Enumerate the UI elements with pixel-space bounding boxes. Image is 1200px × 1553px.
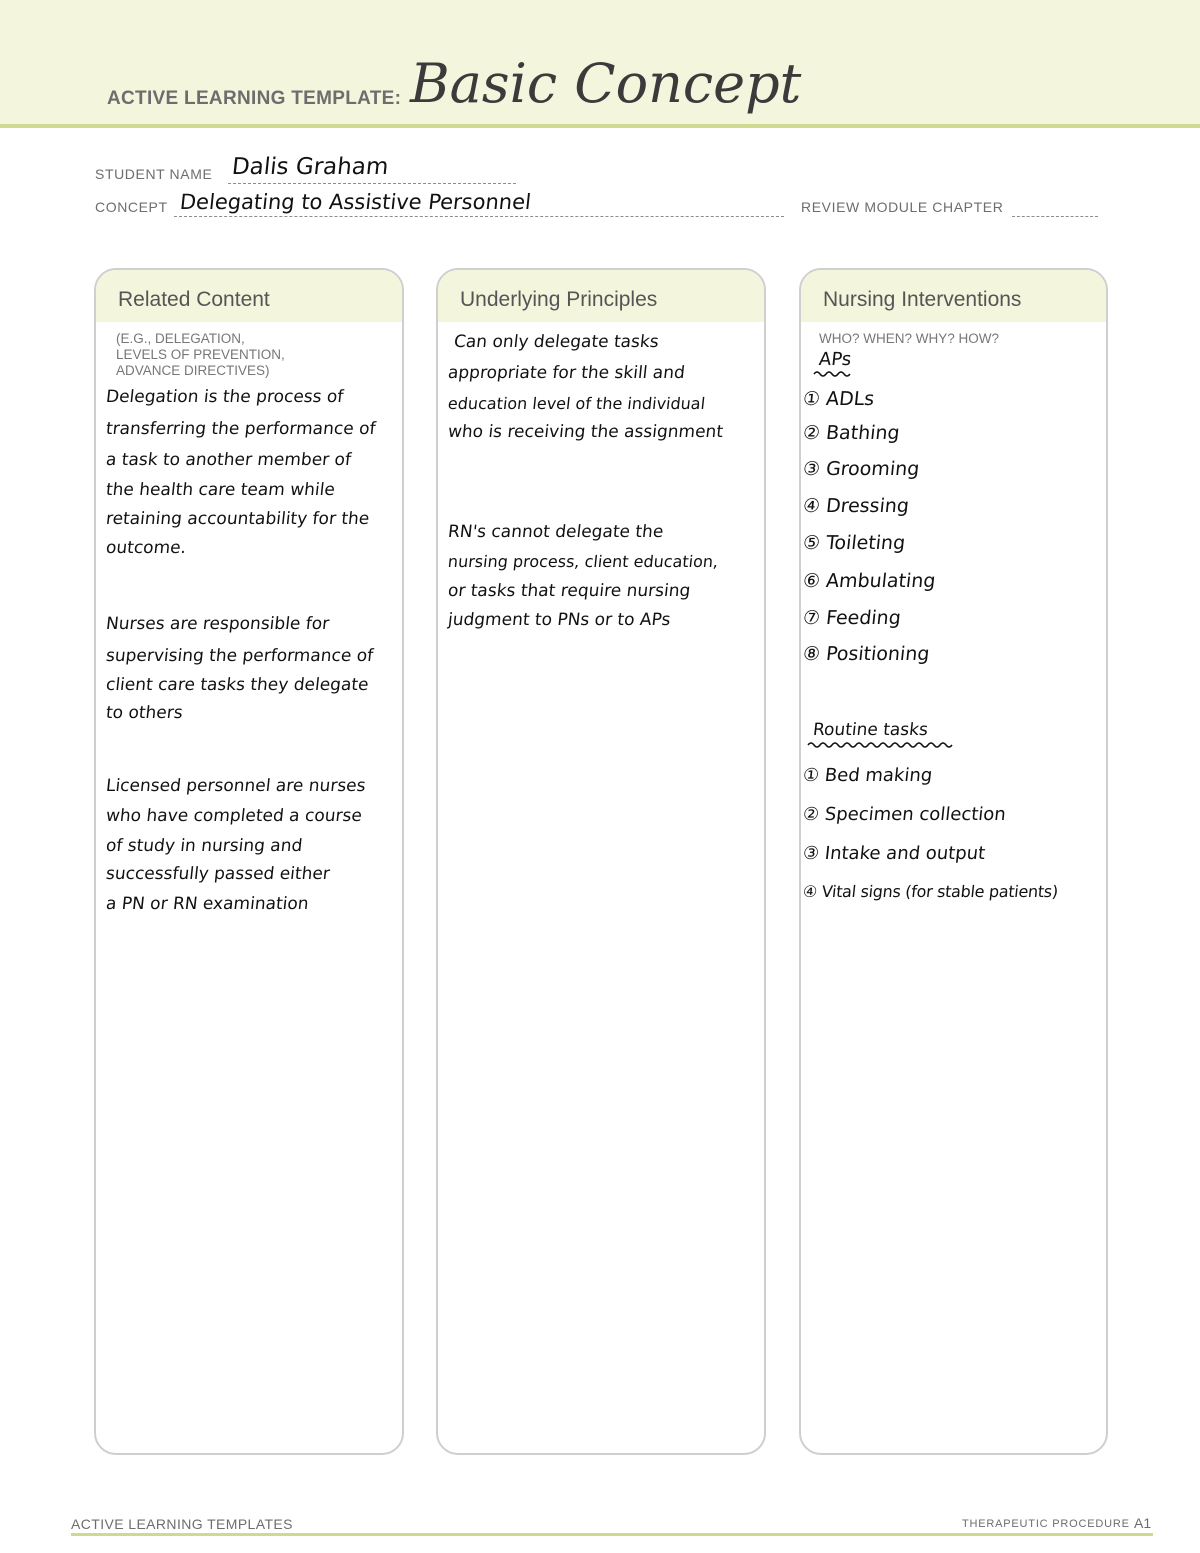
underlying-principles-title: Underlying Principles — [460, 288, 658, 311]
related-line: Delegation is the process of — [104, 387, 345, 407]
principles-line: nursing process, client education, — [447, 552, 720, 571]
subtitle-line: (E.G., DELEGATION, — [116, 331, 245, 346]
related-line: who have completed a course — [104, 806, 363, 826]
routine-underline — [807, 741, 957, 749]
aps-item: ④ Dressing — [801, 495, 911, 517]
aps-item: ③ Grooming — [801, 458, 921, 480]
related-line: supervising the performance of — [104, 646, 375, 666]
related-line: outcome. — [104, 538, 188, 558]
aps-item: ① ADLs — [801, 388, 876, 410]
related-line: successfully passed either — [104, 864, 331, 884]
footer-rule — [71, 1533, 1153, 1536]
subtitle-line: LEVELS OF PREVENTION, — [116, 347, 285, 362]
aps-item: ⑤ Toileting — [801, 532, 907, 554]
principles-line: RN's cannot delegate the — [446, 522, 665, 542]
principles-line: who is receiving the assignment — [446, 422, 725, 442]
related-line: Nurses are responsible for — [104, 614, 331, 634]
routine-item: ④ Vital signs (for stable patients) — [802, 882, 1059, 901]
routine-item: ① Bed making — [801, 765, 934, 786]
related-line: Licensed personnel are nurses — [104, 776, 367, 796]
related-content-subtitle — [116, 331, 285, 379]
routine-item: ② Specimen collection — [801, 804, 1007, 825]
template-title: Basic Concept — [410, 52, 802, 115]
review-module-line[interactable] — [1012, 216, 1098, 217]
nursing-interventions-panel — [799, 268, 1108, 1455]
principles-line: Can only delegate tasks — [452, 332, 660, 352]
related-line: the health care team while — [104, 480, 336, 500]
aps-item: ⑧ Positioning — [801, 643, 931, 665]
related-line: a task to another member of — [104, 450, 353, 470]
principles-line: education level of the individual — [447, 394, 707, 413]
aps-item: ② Bathing — [801, 422, 901, 444]
student-name-line — [228, 183, 516, 184]
subtitle-line: ADVANCE DIRECTIVES) — [116, 363, 270, 378]
related-line: a PN or RN examination — [104, 894, 310, 914]
template-label: ACTIVE LEARNING TEMPLATE: — [107, 88, 402, 109]
footer-right-label: THERAPEUTIC PROCEDURE — [962, 1518, 1130, 1530]
nursing-interventions-subtitle: WHO? WHEN? WHY? HOW? — [819, 331, 1000, 346]
principles-line: judgment to PNs or to APs — [446, 610, 672, 630]
footer-code: A1 — [1134, 1515, 1152, 1531]
related-line: client care tasks they delegate — [104, 675, 370, 695]
related-line: retaining accountability for the — [104, 509, 371, 529]
concept-line — [174, 216, 784, 217]
routine-item: ③ Intake and output — [801, 843, 987, 864]
concept-value[interactable]: Delegating to Assistive Personnel — [178, 190, 533, 214]
related-content-title: Related Content — [118, 288, 270, 311]
aps-item: ⑦ Feeding — [801, 607, 902, 629]
principles-line: or tasks that require nursing — [446, 581, 692, 601]
related-line: transferring the performance of — [104, 419, 377, 439]
aps-item: ⑥ Ambulating — [801, 570, 937, 592]
underlying-principles-panel — [436, 268, 766, 1455]
routine-heading: Routine tasks — [811, 720, 929, 740]
aps-underline — [813, 370, 853, 378]
footer-left-label: ACTIVE LEARNING TEMPLATES — [71, 1516, 293, 1532]
header-rule — [0, 124, 1200, 128]
student-name-label: STUDENT NAME — [95, 166, 213, 182]
concept-label: CONCEPT — [95, 199, 168, 215]
nursing-interventions-title: Nursing Interventions — [823, 288, 1022, 311]
principles-line: appropriate for the skill and — [446, 363, 686, 383]
related-content-panel — [94, 268, 404, 1455]
related-line: to others — [104, 703, 184, 723]
review-module-label: REVIEW MODULE CHAPTER — [801, 199, 1004, 215]
related-line: of study in nursing and — [104, 836, 304, 856]
student-name-value[interactable]: Dalis Graham — [230, 154, 390, 180]
aps-heading: APs — [817, 349, 853, 370]
